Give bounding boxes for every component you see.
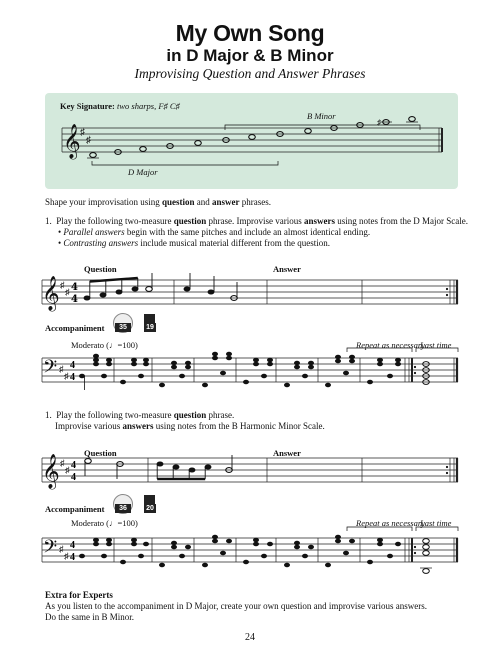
page-number: 24 (245, 632, 255, 643)
svg-text:♯: ♯ (64, 551, 69, 561)
svg-text:𝄞: 𝄞 (42, 455, 60, 488)
tempo-marking-1: Moderato (♩=100) (71, 340, 138, 350)
answer-label-2: Answer (273, 448, 301, 458)
accompaniment-label-1: Accompaniment (45, 323, 105, 333)
svg-text:♯: ♯ (65, 287, 70, 297)
svg-text:4: 4 (71, 294, 78, 305)
svg-text:♯: ♯ (64, 371, 69, 381)
repeat-label-1: Repeat as necessary (356, 340, 425, 350)
svg-text:4: 4 (71, 472, 76, 483)
svg-text:4: 4 (70, 360, 75, 371)
experts-line2: Do the same in B Minor. (45, 612, 134, 622)
svg-text:𝄞: 𝄞 (63, 124, 81, 159)
svg-text:4: 4 (70, 552, 75, 563)
d-major-label: D Major (128, 167, 158, 177)
svg-text:♯: ♯ (60, 280, 65, 290)
disk-track-badge-1: 19 (144, 323, 156, 332)
experts-line1: As you listen to the accompaniment in D Major, create your own question and improvise various answers. (45, 601, 428, 611)
page-title: My Own Song (175, 20, 325, 46)
bullet-parallel: • Parallel answers begin with the same pitches and include an almost identical ending. (58, 227, 371, 237)
repeat-label-2: Repeat as necessary (356, 518, 425, 528)
svg-text:♯: ♯ (377, 118, 381, 127)
svg-text:4: 4 (70, 540, 75, 551)
svg-text:𝄢: 𝄢 (43, 356, 58, 381)
svg-text:♯: ♯ (86, 135, 91, 146)
svg-text:4: 4 (70, 372, 75, 383)
page-subtitle: in D Major & B Minor (166, 46, 334, 65)
intro-text: Shape your improvisation using question and answer phrases. (45, 197, 272, 207)
answer-label-1: Answer (273, 264, 301, 274)
svg-text:♯: ♯ (59, 544, 64, 554)
svg-text:4: 4 (71, 282, 78, 293)
svg-text:4: 4 (71, 460, 76, 471)
svg-text:♯: ♯ (80, 127, 85, 138)
accompaniment-label-2: Accompaniment (45, 504, 105, 514)
svg-text:♯: ♯ (59, 364, 64, 374)
svg-text:𝄢: 𝄢 (43, 536, 58, 561)
b-minor-label: B Minor (307, 111, 336, 121)
cd-track-badge-2: 36 (115, 504, 131, 513)
last-time-label-1: Last time (420, 340, 452, 350)
bullet-contrasting: • Contrasting answers include musical material different from the question. (58, 238, 330, 248)
svg-text:𝄞: 𝄞 (42, 277, 60, 310)
section2-instruction-line1: 1. Play the following two-measure question phrase. (45, 410, 235, 420)
svg-text:♯: ♯ (60, 458, 65, 468)
section1-instruction: 1. Play the following two-measure question phrase. Improvise various answers using notes from the D Major Scale. (45, 216, 468, 226)
cd-track-badge-1: 35 (115, 323, 131, 332)
page-tagline: Improvising Question and Answer Phrases (134, 66, 366, 81)
svg-text:♯: ♯ (65, 465, 70, 475)
disk-track-badge-2: 20 (144, 504, 156, 513)
question-label-2: Question (84, 448, 117, 458)
last-time-label-2: Last time (420, 518, 452, 528)
question-label-1: Question (84, 264, 117, 274)
key-signature-label: Key Signature: two sharps, F♯ C♯ (60, 101, 180, 111)
tempo-marking-2: Moderato (♩=100) (71, 518, 138, 528)
experts-heading: Extra for Experts (45, 590, 113, 600)
section2-instruction-line2: Improvise various answers using notes from the B Harmonic Minor Scale. (55, 421, 325, 431)
